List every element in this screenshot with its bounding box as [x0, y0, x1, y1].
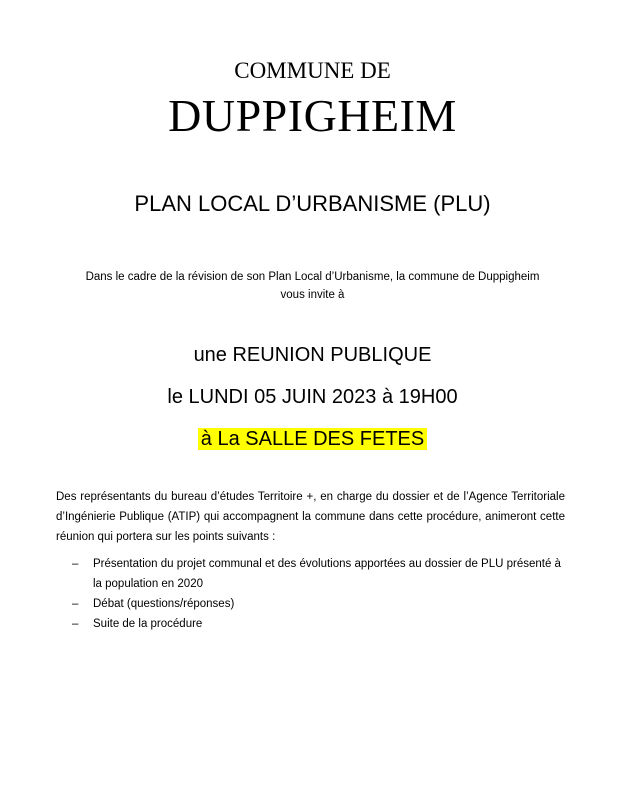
list-item-text: Suite de la procédure [93, 618, 203, 630]
list-bullet: – [72, 558, 79, 570]
body-paragraph: Des représentants du bureau d’études Territoire +, en charge du dossier et de l’Agence Territoriale d’Ingénierie Publique (ATIP) qui accompagnent la commune dans cette procédure, animeront cette réunion qui portera sur les points suivants : [56, 491, 565, 543]
list-item [72, 554, 562, 594]
list-item [72, 614, 562, 634]
town-name-heading: DUPPIGHEIM [168, 90, 457, 141]
plu-title: PLAN LOCAL D’URBANISME (PLU) [134, 191, 491, 216]
event-venue: à La SALLE DES FETES [198, 428, 427, 450]
list-bullet: – [72, 598, 79, 610]
list-item-text: Débat (questions/réponses) [93, 598, 235, 610]
event-date: le LUNDI 05 JUIN 2023 à 19H00 [167, 386, 458, 408]
list-bullet: – [72, 618, 79, 630]
list-item [72, 594, 562, 614]
list-item-text: Présentation du projet communal et des évolutions apportées au dossier de PLU présenté à la population en 2020 [93, 558, 561, 590]
intro-text: Dans le cadre de la révision de son Plan Local d’Urbanisme, la commune de Duppigheim vous invite à [85, 271, 540, 301]
event-type: une REUNION PUBLIQUE [193, 344, 432, 366]
agenda-list [72, 554, 562, 634]
commune-label: COMMUNE DE [234, 58, 391, 83]
event-venue-line [0, 425, 625, 453]
